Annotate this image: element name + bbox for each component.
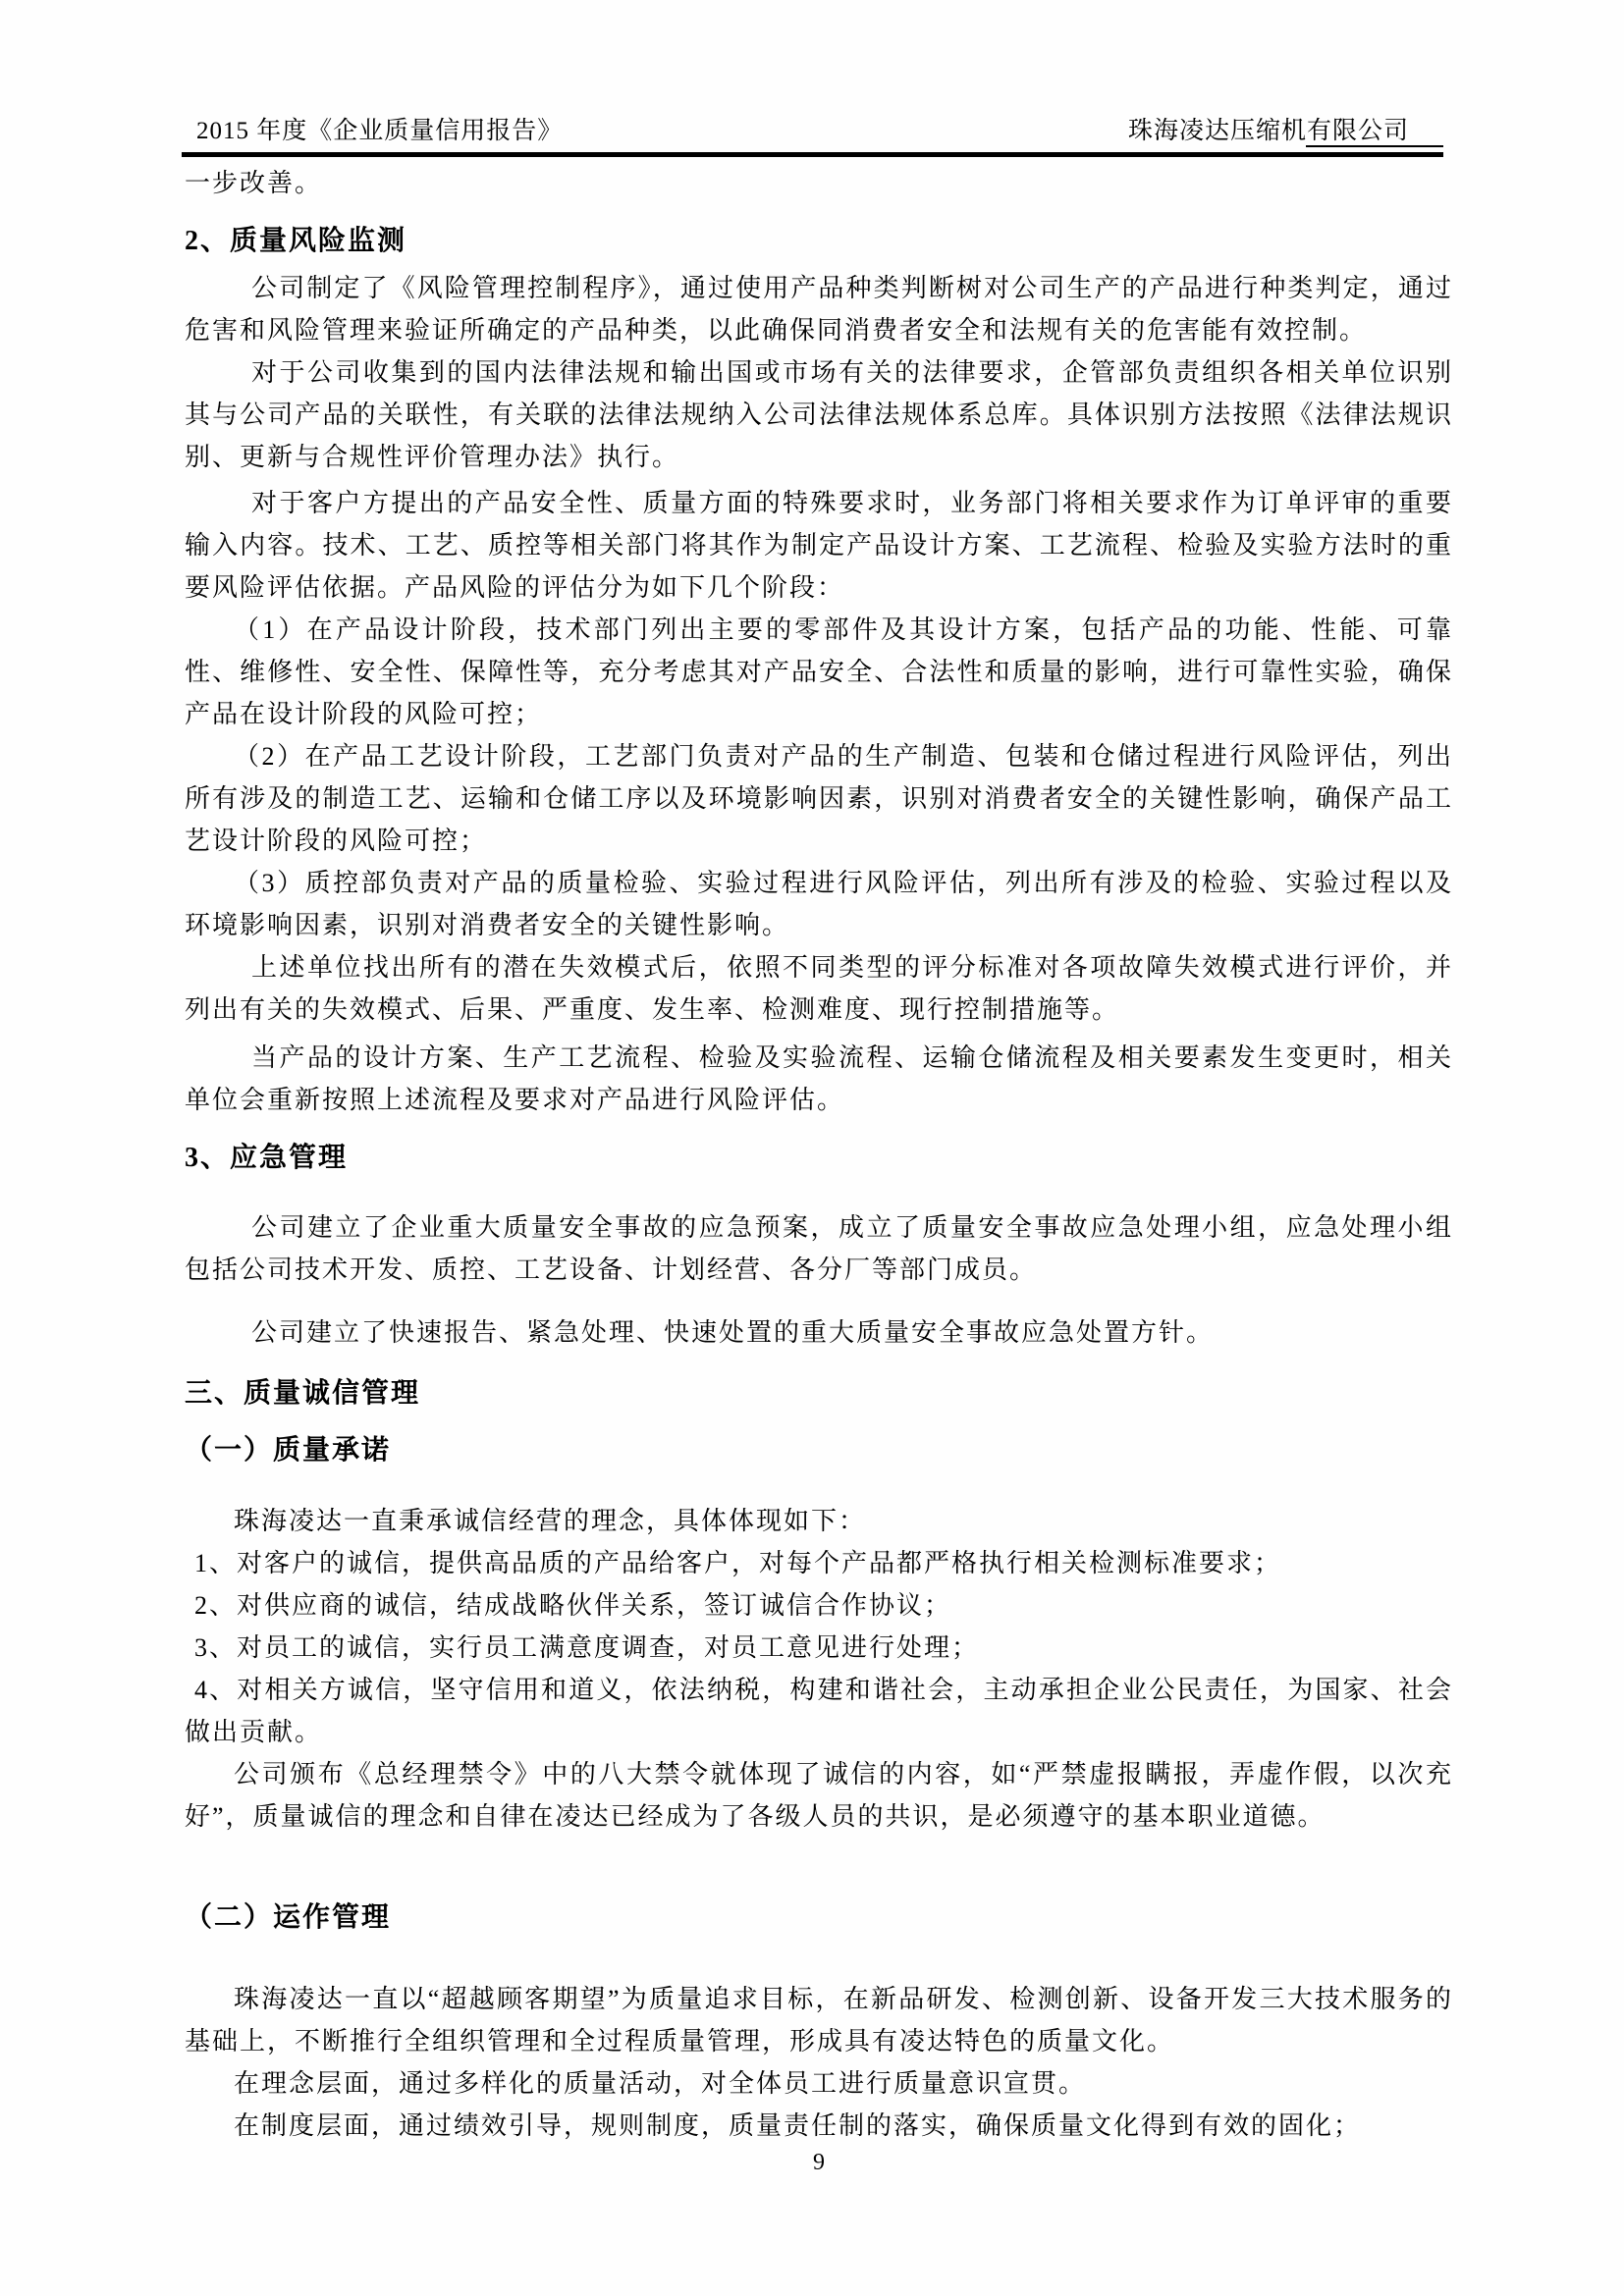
paragraph: 公司颁布《总经理禁令》中的八大禁令就体现了诚信的内容，如“严禁虚报瞒报，弄虚作假，以次充好”，质量诚信的理念和自律在凌达已经成为了各级人员的共识，是必须遵守的基本职业道德。 [185, 1760, 1453, 1831]
paragraph: 公司建立了快速报告、紧急处理、快速处置的重大质量安全事故应急处置方针。 [251, 1318, 1215, 1347]
paragraph: 对于客户方提出的产品安全性、质量方面的特殊要求时，业务部门将相关要求作为订单评审的重要输入内容。技术、工艺、质控等相关部门将其作为制定产品设计方案、工艺流程、检验及实验方法时的重要风险评估依据。产品风险的评估分为如下几个阶段： [185, 489, 1453, 602]
paragraph-item-3: （3）质控部负责对产品的质量检验、实验过程进行风险评估，列出所有涉及的检验、实验过程以及环境影响因素，识别对消费者安全的关键性影响。 [185, 869, 1453, 939]
list-item-4: 4、对相关方诚信，坚守信用和道义，依法纳税，构建和谐社会，主动承担企业公民责任，为国家、社会做出贡献。 [185, 1676, 1453, 1746]
list-item-3: 3、对员工的诚信，实行员工满意度调查，对员工意见进行处理； [194, 1633, 980, 1662]
header-report-title: 2015 年度《企业质量信用报告》 [196, 118, 564, 144]
paragraph: 在理念层面，通过多样化的质量活动，对全体员工进行质量意识宣贯。 [234, 2069, 1087, 2098]
subsection-heading-1: （一）质量承诺 [185, 1435, 392, 1466]
paragraph: 公司制定了《风险管理控制程序》，通过使用产品种类判断树对公司生产的产品进行种类判定，通过危害和风险管理来验证所确定的产品种类，以此确保同消费者安全和法规有关的危害能有效控制。 [185, 274, 1453, 345]
header-company-name: 珠海凌达压缩机有限公司 [1127, 118, 1409, 144]
list-item-1: 1、对客户的诚信，提供高品质的产品给客户，对每个产品都严格执行相关检测标准要求； [194, 1549, 1282, 1577]
paragraph: 珠海凌达一直以“超越顾客期望”为质量追求目标，在新品研发、检测创新、设备开发三大技术服务的基础上，不断推行全组织管理和全过程质量管理，形成具有凌达特色的质量文化。 [185, 1985, 1453, 2056]
header-rule [182, 152, 1443, 157]
chapter-heading: 三、质量诚信管理 [185, 1378, 421, 1409]
section-heading-3: 3、应急管理 [185, 1143, 349, 1173]
paragraph-item-1: （1）在产品设计阶段，技术部门列出主要的零部件及其设计方案，包括产品的功能、性能、可靠性、维修性、安全性、保障性等，充分考虑其对产品安全、合法性和质量的影响，进行可靠性实验，确保产品在设计阶段的风险可控； [185, 615, 1453, 728]
paragraph: 对于公司收集到的国内法律法规和输出国或市场有关的法律要求，企管部负责组织各相关单位识别其与公司产品的关联性，有关联的法律法规纳入公司法律法规体系总库。具体识别方法按照《法律法规识别、更新与合规性评价管理办法》执行。 [185, 358, 1453, 471]
page-number: 9 [813, 2150, 825, 2175]
paragraph-continuation: 一步改善。 [185, 169, 323, 197]
list-item-2: 2、对供应商的诚信，结成战略伙伴关系，签订诚信合作协议； [194, 1591, 952, 1620]
paragraph: 珠海凌达一直秉承诚信经营的理念，具体体现如下： [234, 1507, 867, 1535]
paragraph: 公司建立了企业重大质量安全事故的应急预案，成立了质量安全事故应急处理小组，应急处理小组包括公司技术开发、质控、工艺设备、计划经营、各分厂等部门成员。 [185, 1213, 1453, 1284]
subsection-heading-2: （二）运作管理 [185, 1902, 392, 1933]
header-thin-rule [1306, 145, 1443, 147]
section-heading-2: 2、质量风险监测 [185, 226, 407, 256]
paragraph: 在制度层面，通过绩效引导，规则制度，质量责任制的落实，确保质量文化得到有效的固化； [234, 2111, 1362, 2140]
paragraph: 上述单位找出所有的潜在失效模式后，依照不同类型的评分标准对各项故障失效模式进行评价，并列出有关的失效模式、后果、严重度、发生率、检测难度、现行控制措施等。 [185, 953, 1453, 1024]
paragraph: 当产品的设计方案、生产工艺流程、检验及实验流程、运输仓储流程及相关要素发生变更时，相关单位会重新按照上述流程及要求对产品进行风险评估。 [185, 1043, 1453, 1114]
document-body [185, 162, 1453, 2178]
paragraph-item-2: （2）在产品工艺设计阶段，工艺部门负责对产品的生产制造、包装和仓储过程进行风险评估，列出所有涉及的制造工艺、运输和仓储工序以及环境影响因素，识别对消费者安全的关键性影响，确保产品工艺设计阶段的风险可控； [185, 742, 1453, 855]
